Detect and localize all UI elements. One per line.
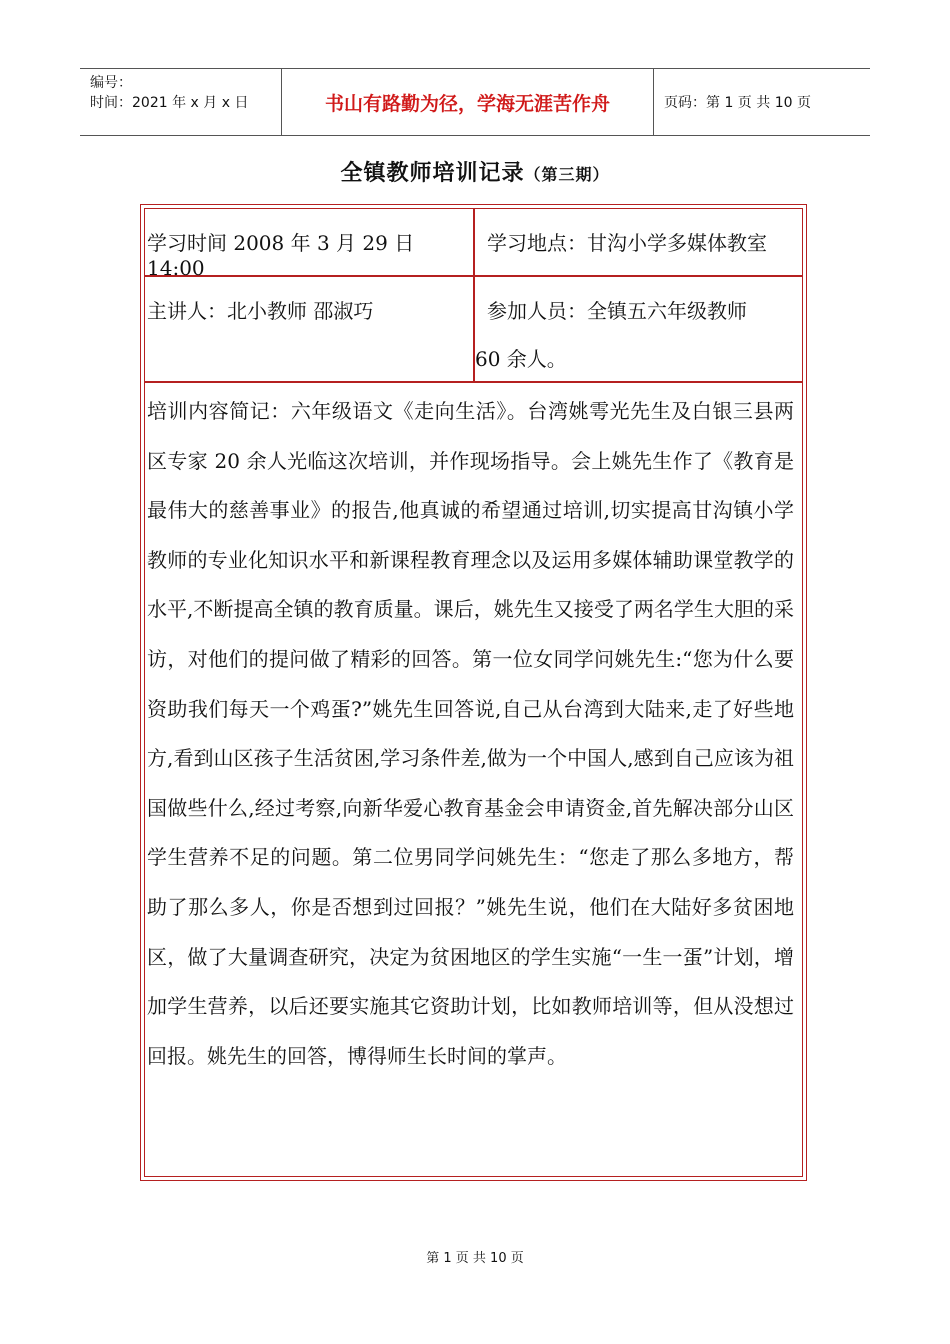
title-main: 全镇教师培训记录 — [340, 161, 525, 186]
page-footer: 第 1 页 共 10 页 — [426, 1251, 524, 1266]
study-place-cell — [475, 209, 802, 275]
document-title — [0, 156, 950, 187]
study-time-cell — [145, 209, 475, 280]
participants-line1: 参加人员：全镇五六年级教师 — [487, 299, 747, 323]
title-sub: （第三期） — [524, 165, 610, 184]
participants-cell — [475, 277, 802, 381]
speaker-cell — [145, 277, 475, 381]
study-place: 学习地点：甘沟小学多媒体教室 — [487, 231, 767, 255]
time-label: 时间：2021 年 x 月 x 日 — [90, 95, 249, 111]
row-speaker-participants — [145, 277, 802, 383]
header-meta — [80, 69, 282, 135]
header-page-info: 页码：第 1 页 共 10 页 — [664, 95, 811, 111]
record-inner-border — [144, 208, 803, 1177]
header-motto: 书山有路勤为径，学海无涯苦作舟 — [282, 69, 654, 135]
row-time-place — [145, 209, 802, 280]
page-header — [80, 68, 870, 136]
number-label: 编号： — [90, 75, 132, 91]
speaker: 主讲人：北小教师 邵淑巧 — [147, 299, 374, 323]
training-content: 培训内容简记：六年级语文《走向生活》。台湾姚雩光先生及白银三县两区专家 20 余人光临这次培训，并作现场指导。会上姚先生作了《教育是最伟大的慈善事业》的报告,他真诚的希望通过培训,切实提高甘沟镇小学教师的专业化知识水平和新课程教育理念以及运用多媒体辅助课堂教学的水平,不断提高全镇的教育质量。课后，姚先生又接受了两名学生大胆的采访，对他们的提问做了精彩的回答。第一位女同学问姚先生:“您为什么要资助我们每天一个鸡蛋?”姚先生回答说,自己从台湾到大陆来,走了好些地方,看到山区孩子生活贫困,学习条件差,做为一个中国人,感到自己应该为祖国做些什么,经过考察,向新华爱心教育基金会申请资金,首先解决部分山区学生营养不足的问题。第二位男同学问姚先生：“您走了那么多地方，帮助了那么多人，你是否想到过回报？”姚先生说，他们在大陆好多贫困地区，做了大量调查研究，决定为贫困地区的学生实施“一生一蛋”计划，增加学生营养，以后还要实施其它资助计划，比如教师培训等，但从没想过回报。姚先生的回答，博得师生长时间的掌声。 — [147, 399, 794, 1068]
study-time: 学习时间 2008 年 3 月 29 日 14:00 — [147, 231, 415, 280]
participants-line2: 60 余人。 — [475, 347, 567, 371]
training-record-table — [140, 204, 807, 1181]
